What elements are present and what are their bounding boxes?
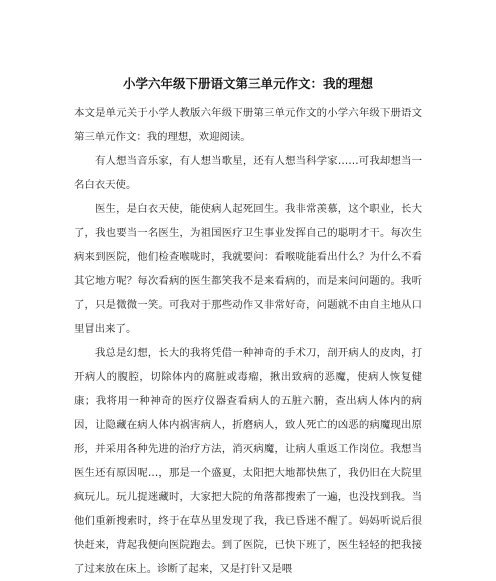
article-paragraph: 医生，是白衣天使，能使病人起死回生。我非常羡慕，这个职业，长大了，我也要当一名医生，为祖国医疗卫生事业发挥自己的聪明才干。每次生病来到医院，他们检查喉咙时，我就要问：看喉咙能看出什么？为什么不看其它地方呢？每次看病的医生都笑我不是来看病的，而是来问问题的。我听了，只是微微一笑。可我对于那些动作又非常好奇，问题就不由自主地从口里冒出来了。 (74, 203, 422, 335)
article-paragraph-intro: 本文是单元关于小学人教版六年级下册第三单元作文的小学六年级下册语文第三单元作文：我的理想，欢迎阅读。 (74, 107, 422, 143)
article-title: 小学六年级下册语文第三单元作文：我的理想 (122, 76, 373, 91)
article-paragraph: 我总是幻想，长大的我将凭借一种神奇的手术刀，剖开病人的皮肉，打开病人的腹腔，切除体内的腐脏或毒瘤，揪出致病的恶魔，使病人恢复健康；我将用一种神奇的医疗仪器查看病人的五脏六腑，查出病人体内的病因，让隐藏在病人体内祸害病人，折磨病人，致人死亡的凶恶的病魔现出原形，并采用各种先进的治疗方法，消灭病魔，让病人重返工作岗位。我想当医生还有原因呢…，那是一个盛夏，太阳把大地都快焦了，我仍旧在大院里疯玩儿。玩儿捉迷藏时，大家把大院的角落都搜索了一遍，也没找到我。当他们重新搜索时，终于在草丛里发现了我，我已昏迷不醒了。妈妈听说后很快赶来，背起我便向医院跑去。到了医院，已快下班了，医生轻轻的把我接了过来放在床上。诊断了起来，又是打针又是喂 (74, 347, 422, 575)
article-paragraph: 有人想当音乐家，有人想当歌星，还有人想当科学家……可我却想当一名白衣天使。 (74, 155, 422, 191)
